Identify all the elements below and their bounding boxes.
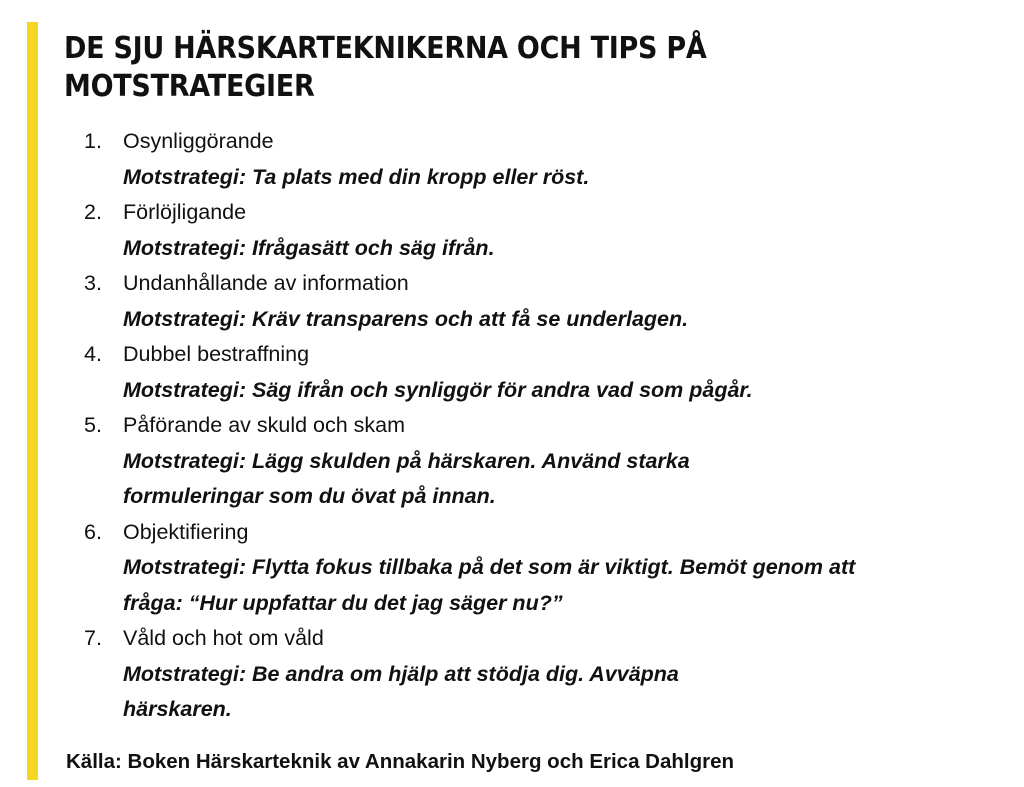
source-citation: Källa: Boken Härskarteknik av Annakarin Nyberg och Erica Dahlgren <box>66 750 735 773</box>
accent-bar <box>27 22 38 780</box>
technique-name: Osynliggörande <box>123 129 274 153</box>
item-number: 3. <box>84 271 102 295</box>
list-item <box>84 515 904 622</box>
item-number: 7. <box>84 626 102 650</box>
counter-strategy: Motstrategi: Säg ifrån och synliggör för andra vad som pågår. <box>123 377 753 402</box>
item-number: 1. <box>84 129 102 153</box>
technique-name: Påförande av skuld och skam <box>123 413 406 437</box>
list-item <box>84 408 904 515</box>
list-item <box>84 266 904 337</box>
technique-name: Objektifiering <box>123 519 249 544</box>
list-item <box>84 621 904 728</box>
counter-strategy: Motstrategi: Be andra om hjälp att stödja dig. Avväpna härskaren. <box>123 661 679 721</box>
technique-name: Undanhållande av information <box>123 271 409 295</box>
technique-list <box>84 124 904 728</box>
list-item <box>84 337 904 408</box>
item-number: 2. <box>84 200 102 224</box>
counter-strategy: Motstrategi: Flytta fokus tillbaka på det som är viktigt. Bemöt genom att fråga: “Hur uppfattar du det jag säger nu?” <box>123 555 856 615</box>
counter-strategy: Motstrategi: Kräv transparens och att få se underlagen. <box>123 306 689 331</box>
item-number: 6. <box>84 519 102 544</box>
technique-name: Förlöjligande <box>123 200 247 224</box>
counter-strategy: Motstrategi: Ifrågasätt och säg ifrån. <box>123 235 495 260</box>
item-number: 4. <box>84 342 102 366</box>
item-number: 5. <box>84 413 102 437</box>
counter-strategy: Motstrategi: Lägg skulden på härskaren. Använd starka formuleringar som du övat på innan. <box>123 448 690 508</box>
list-item <box>84 124 904 195</box>
counter-strategy: Motstrategi: Ta plats med din kropp eller röst. <box>123 164 590 189</box>
technique-name: Dubbel bestraffning <box>123 342 310 366</box>
technique-name: Våld och hot om våld <box>123 626 324 650</box>
list-item <box>84 195 904 266</box>
page-title: DE SJU HÄRSKARTEKNIKERNA OCH TIPS PÅ MOTSTRATEGIER <box>64 31 707 104</box>
